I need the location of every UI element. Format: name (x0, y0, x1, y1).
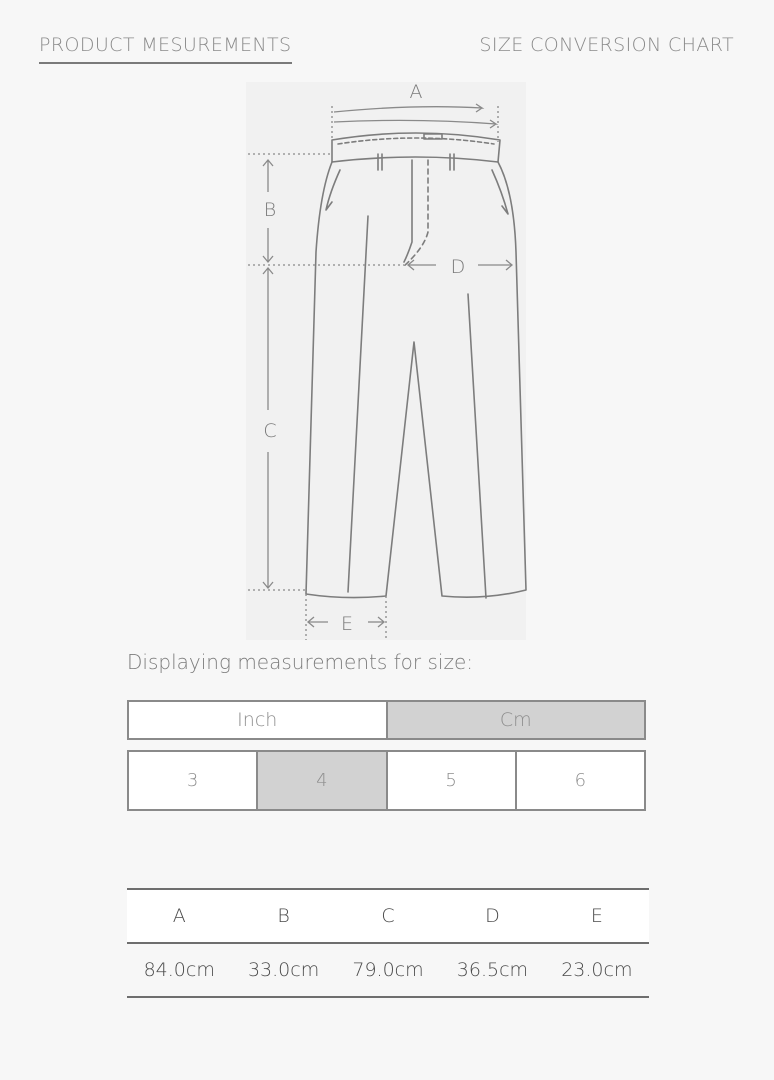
size-caption: Displaying measurements for size: (127, 650, 473, 674)
size-4-button[interactable]: 4 (258, 750, 387, 811)
measurements-table (127, 888, 649, 998)
value-cell-e: 23.0cm (561, 959, 633, 981)
header-cell-d: D (485, 905, 500, 927)
unit-inch-button[interactable]: Inch (127, 700, 388, 740)
value-cell-a: 84.0cm (143, 959, 215, 981)
header-cell-c: C (381, 905, 395, 927)
header-cell-a: A (172, 905, 186, 927)
dimension-label-e: E (340, 613, 354, 635)
unit-toggle (127, 700, 646, 740)
tab-bar (0, 34, 774, 74)
value-cell-c: 79.0cm (352, 959, 424, 981)
tab-product-measurements[interactable]: PRODUCT MESUREMENTS (39, 34, 292, 64)
dimension-label-c: C (263, 420, 277, 442)
trousers-measurement-diagram (246, 82, 526, 640)
trousers-illustration (246, 82, 526, 640)
dimension-label-d: D (450, 256, 466, 278)
dimension-label-a: A (409, 81, 423, 103)
measurements-header-row (127, 888, 649, 944)
header-cell-b: B (277, 905, 290, 927)
unit-cm-button[interactable]: Cm (388, 700, 647, 740)
size-3-button[interactable]: 3 (127, 750, 258, 811)
value-cell-d: 36.5cm (456, 959, 529, 981)
dimension-label-b: B (263, 199, 277, 221)
measurements-value-row (127, 944, 649, 998)
size-selector (127, 750, 646, 811)
header-cell-e: E (590, 905, 603, 927)
size-6-button[interactable]: 6 (517, 750, 646, 811)
value-cell-b: 33.0cm (247, 959, 320, 981)
tab-size-conversion-chart[interactable]: SIZE CONVERSION CHART (479, 34, 734, 56)
size-5-button[interactable]: 5 (388, 750, 517, 811)
